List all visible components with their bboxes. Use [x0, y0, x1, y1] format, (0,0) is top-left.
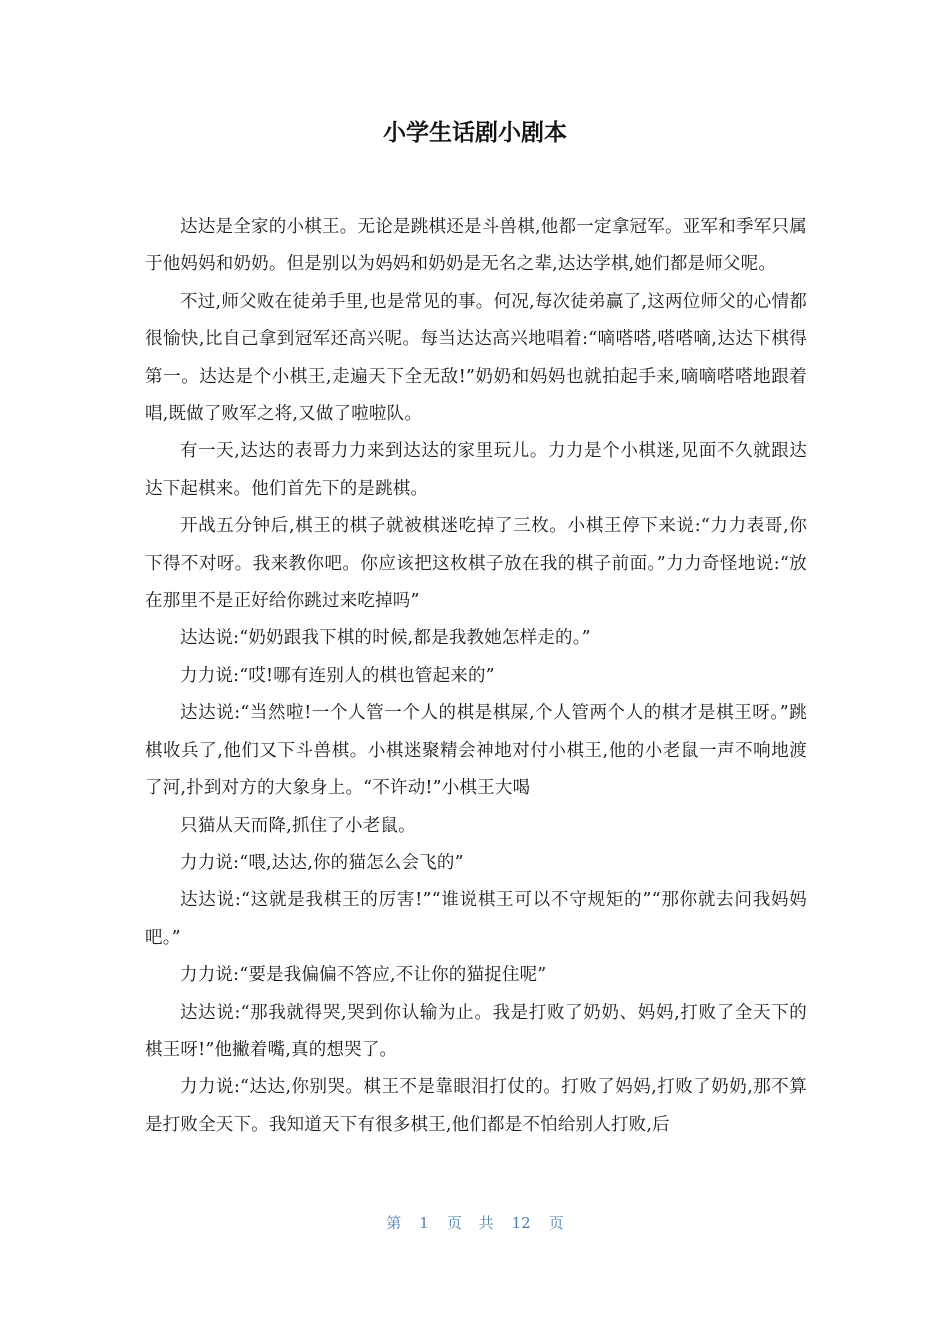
paragraph: 力力说:“要是我偏偏不答应,不让你的猫捉住呢”: [180, 965, 547, 986]
document-title: 小学生话剧小剧本: [383, 120, 567, 146]
paragraph: 达达是全家的小棋王。无论是跳棋还是斗兽棋,他都一定拿冠军。亚军和季军只属于他妈妈和奶奶。但是别以为妈妈和奶奶是无名之辈,达达学棋,她们都是师父呢。: [145, 217, 807, 275]
footer-label-di: 第: [386, 1214, 402, 1232]
paragraph: 达达说:“奶奶跟我下棋的时候,都是我教她怎样走的。”: [180, 628, 591, 649]
document-body: [145, 209, 807, 1144]
footer-label-ye-gong: 页 共: [446, 1214, 494, 1232]
paragraph: 有一天,达达的表哥力力来到达达的家里玩儿。力力是个小棋迷,见面不久就跟达达下起棋来。他们首先下的是跳棋。: [145, 441, 807, 499]
paragraph: 达达说:“这就是我棋王的厉害!”“谁说棋王可以不守规矩的”“那你就去问我妈妈吧。”: [145, 890, 807, 948]
footer-label-ye: 页: [548, 1214, 564, 1232]
page-footer: [0, 1210, 950, 1236]
paragraph: 不过,师父败在徒弟手里,也是常见的事。何况,每次徒弟赢了,这两位师父的心情都很愉快,比自己拿到冠军还高兴呢。每当达达高兴地唱着:“嘀嗒嗒,嗒嗒嘀,达达下棋得第一。达达是个小棋王,走遍天下全无敌!”奶奶和妈妈也就拍起手来,嘀嘀嗒嗒地跟着唱,既做了败军之将,又做了啦啦队。: [145, 291, 807, 425]
paragraph: 力力说:“达达,你别哭。棋王不是靠眼泪打仗的。打败了妈妈,打败了奶奶,那不算是打败全天下。我知道天下有很多棋王,他们都是不怕给别人打败,后: [145, 1077, 807, 1135]
paragraph: 力力说:“喂,达达,你的猫怎么会飞的”: [180, 852, 464, 873]
paragraph: 开战五分钟后,棋王的棋子就被棋迷吃掉了三枚。小棋王停下来说:“力力表哥,你下得不对呀。我来教你吧。你应该把这枚棋子放在我的棋子前面。”力力奇怪地说:“放在那里不是正好给你跳过来吃掉吗”: [145, 516, 807, 612]
paragraph: 只猫从天而降,抓住了小老鼠。: [180, 815, 416, 836]
page-number: 1: [419, 1214, 429, 1232]
paragraph: 达达说:“当然啦!一个人管一个人的棋是棋屎,个人管两个人的棋才是棋王呀。”跳棋收兵了,他们又下斗兽棋。小棋迷聚精会神地对付小棋王,他的小老鼠一声不响地渡了河,扑到对方的大象身上。“不许动!”小棋王大喝: [145, 703, 807, 799]
paragraph: 达达说:“那我就得哭,哭到你认输为止。我是打败了奶奶、妈妈,打败了全天下的棋王呀!”他撇着嘴,真的想哭了。: [145, 1002, 807, 1060]
paragraph: 力力说:“哎!哪有连别人的棋也管起来的”: [180, 665, 495, 686]
total-pages: 12: [511, 1214, 531, 1232]
